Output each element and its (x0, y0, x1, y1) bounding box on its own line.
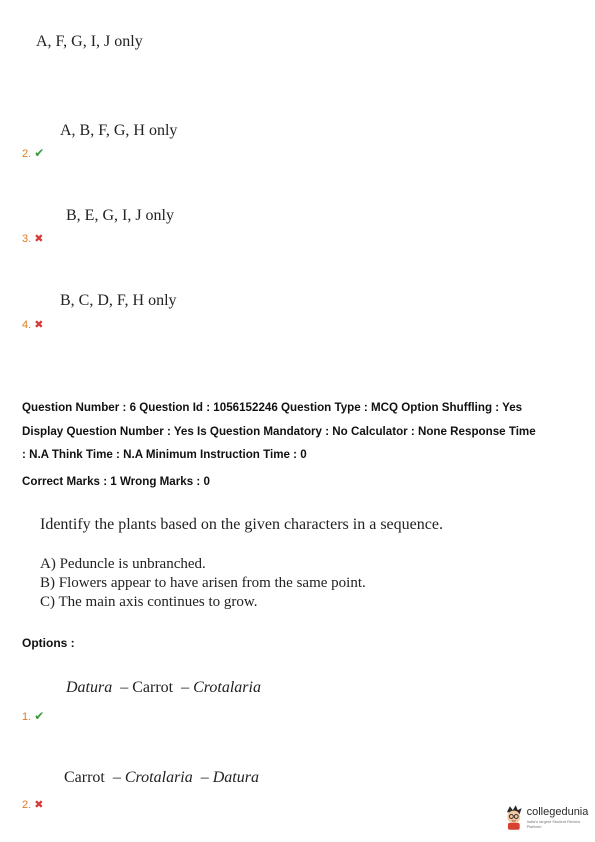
prev-option-3-text: B, E, G, I, J only (66, 207, 174, 224)
mascot-icon (503, 804, 525, 830)
meta-line-1: Question Number : 6 Question Id : 1056152246 Question Type : MCQ Option Shuffling : Yes (22, 401, 523, 414)
logo-text (527, 806, 595, 829)
statement-b: B) Flowers appear to have arisen from the same point. (40, 575, 366, 591)
option-2-marker (22, 798, 43, 811)
prev-option-3-marker (22, 232, 43, 245)
logo-name: collegedunia (526, 805, 589, 818)
option-2-part-2: – Crotalaria (112, 769, 193, 786)
check-icon: ✔ (34, 146, 45, 160)
option-2-text (64, 769, 259, 787)
question-stem: Identify the plants based on the given characters in a sequence. (40, 516, 443, 533)
prev-option-4-text: B, C, D, F, H only (60, 292, 177, 309)
option-number: 4. (22, 319, 32, 331)
option-2-part-3: – Datura (200, 769, 259, 786)
option-number: 2. (22, 148, 32, 160)
option-1-part-2: – Carrot (120, 679, 174, 696)
option-number: 3. (22, 233, 32, 245)
option-number: 2. (22, 799, 32, 811)
cross-icon: ✖ (34, 799, 44, 811)
collegedunia-logo (503, 804, 595, 830)
options-label: Options : (22, 636, 75, 650)
prev-option-1-text: A, F, G, I, J only (36, 33, 143, 50)
option-2-part-1: Carrot (64, 769, 105, 786)
question-meta (22, 396, 582, 493)
option-number: 1. (22, 711, 32, 723)
option-1-part-3: – Crotalaria (181, 679, 261, 696)
prev-option-2-marker (22, 146, 44, 160)
meta-line-2: Display Question Number : Yes Is Question Mandatory : No Calculator : None Response Time (22, 424, 536, 438)
statement-c: C) The main axis continues to grow. (40, 594, 258, 610)
prev-option-2-text: A, B, F, G, H only (60, 122, 178, 139)
question-statements (40, 555, 366, 612)
logo-tagline: India's largest Student Review Platform (526, 818, 581, 829)
option-1-marker (22, 709, 44, 723)
meta-line-3: : N.A Think Time : N.A Minimum Instruction Time : 0 (22, 448, 307, 461)
cross-icon: ✖ (34, 233, 44, 245)
option-1-part-1: Datura (66, 679, 113, 696)
cross-icon: ✖ (34, 319, 44, 331)
marks-line: Correct Marks : 1 Wrong Marks : 0 (22, 474, 210, 488)
prev-option-4-marker (22, 318, 43, 331)
option-1-text (66, 679, 261, 697)
check-icon: ✔ (34, 709, 45, 723)
statement-a: A) Peduncle is unbranched. (40, 556, 206, 572)
